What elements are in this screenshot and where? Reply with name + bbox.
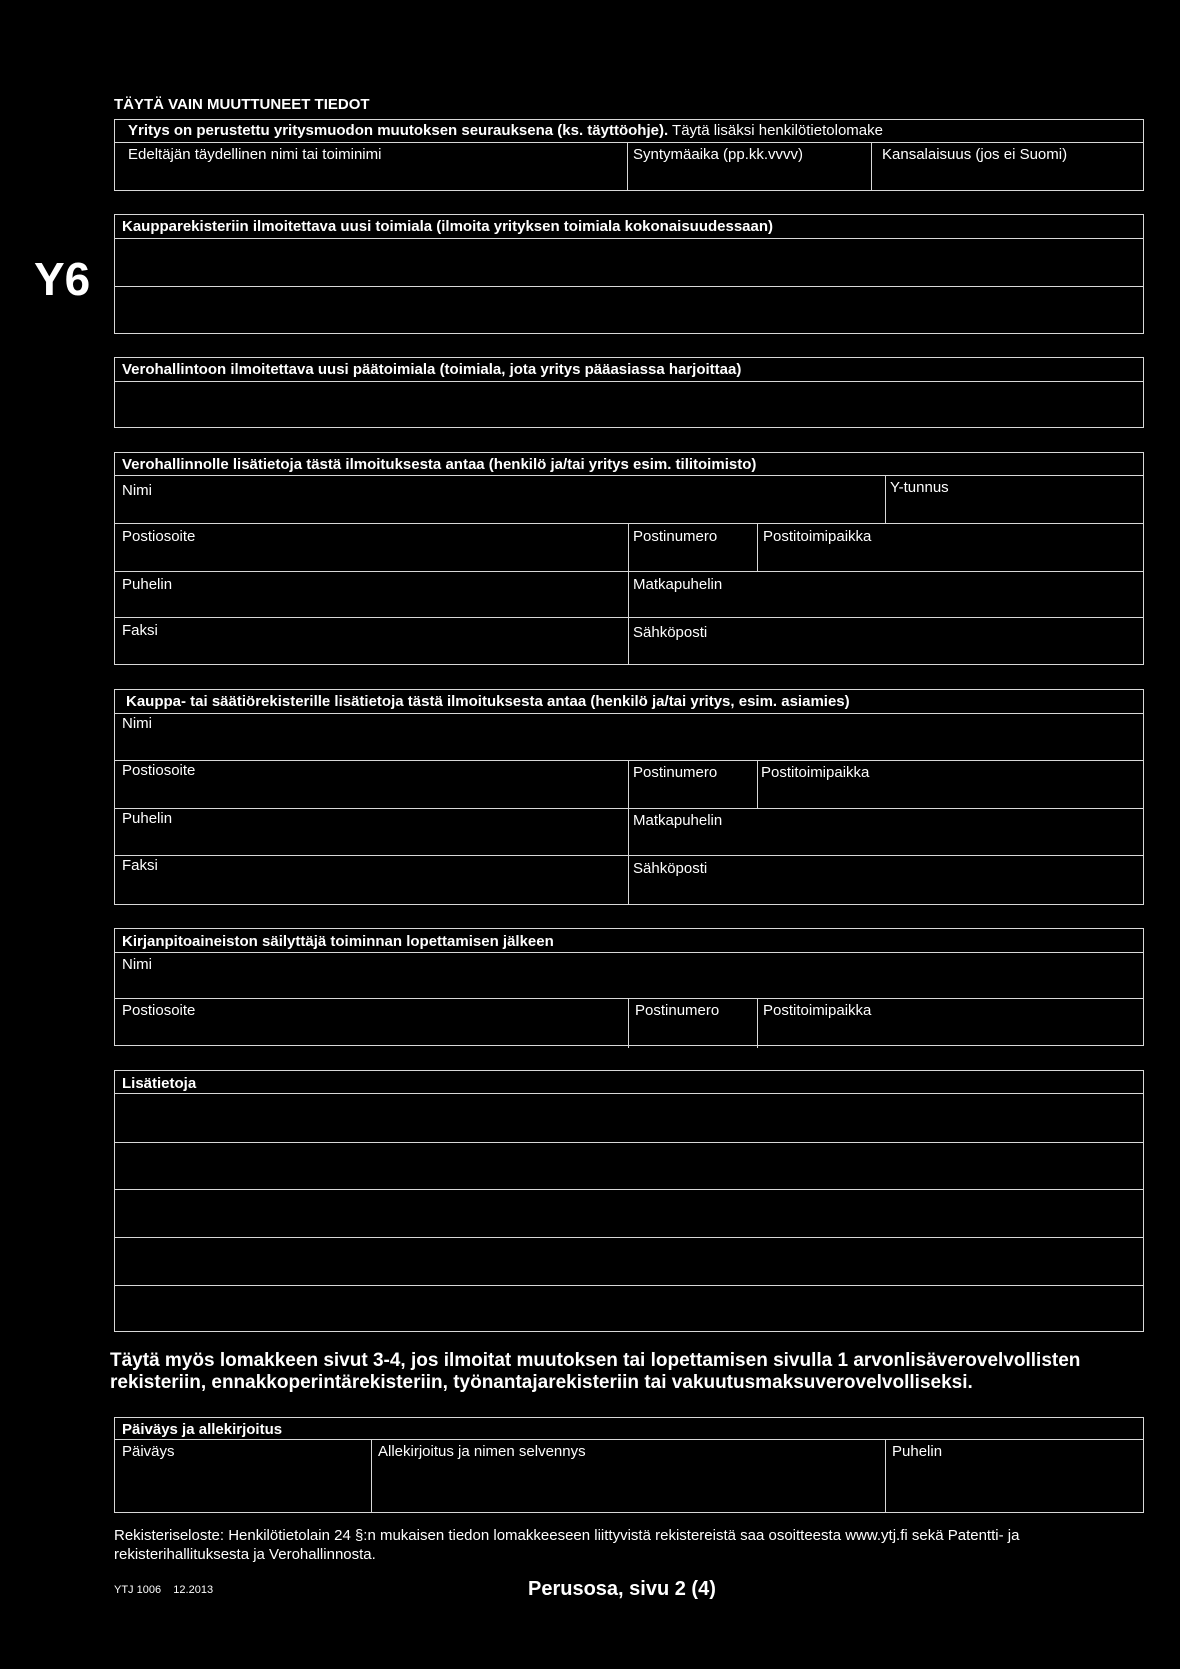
tax-contact-mobile-label: Matkapuhelin bbox=[633, 576, 723, 593]
tax-contact-business-id-field[interactable] bbox=[887, 477, 1142, 521]
tax-contact-title: Verohallinnolle lisätietoja tästä ilmoituksesta antaa (henkilö ja/tai yritys esim. tilitoimisto) bbox=[122, 456, 757, 473]
bookkeeping-postoffice-field[interactable] bbox=[759, 1000, 1142, 1044]
tax-contact-address-label: Postiosoite bbox=[122, 528, 196, 545]
tax-contact-email-field[interactable] bbox=[630, 619, 1142, 663]
signature-date-label: Päiväys bbox=[122, 1443, 175, 1460]
signature-title: Päiväys ja allekirjoitus bbox=[122, 1421, 283, 1438]
bookkeeping-postcode-field[interactable] bbox=[630, 1000, 755, 1044]
predecessor-name-field[interactable] bbox=[116, 163, 625, 189]
tax-contact-postoffice-label: Postitoimipaikka bbox=[763, 528, 872, 545]
tax-contact-postoffice-field[interactable] bbox=[759, 525, 1142, 569]
tax-contact-email-label: Sähköposti bbox=[633, 624, 708, 641]
tax-contact-address-field[interactable] bbox=[116, 525, 626, 569]
register-contact-name-field[interactable] bbox=[116, 715, 1142, 758]
register-contact-fax-label: Faksi bbox=[122, 857, 158, 874]
signature-name-label: Allekirjoitus ja nimen selvennys bbox=[378, 1443, 586, 1460]
tax-main-industry-field[interactable] bbox=[116, 383, 1142, 426]
register-contact-title: Kauppa- tai säätiörekisterille lisätietoja tästä ilmoituksesta antaa (henkilö ja/tai yritys, esim. asiamies) bbox=[126, 693, 850, 710]
page-label: Perusosa, sivu 2 (4) bbox=[528, 1578, 716, 1600]
trade-register-industry-title: Kaupparekisteriin ilmoitettava uusi toimiala (ilmoita yrityksen toimiala kokonaisuudessaan) bbox=[122, 218, 774, 235]
tax-contact-phone-label: Puhelin bbox=[122, 576, 173, 593]
register-contact-email-label: Sähköposti bbox=[633, 860, 708, 877]
tax-contact-postcode-label: Postinumero bbox=[633, 528, 718, 545]
predecessor-name-label: Edeltäjän täydellinen nimi tai toiminimi bbox=[128, 146, 382, 163]
citizenship-label: Kansalaisuus (jos ei Suomi) bbox=[882, 146, 1068, 163]
additional-info-title: Lisätietoja bbox=[122, 1075, 197, 1092]
register-contact-mobile-label: Matkapuhelin bbox=[633, 812, 723, 829]
page-heading: TÄYTÄ VAIN MUUTTUNEET TIEDOT bbox=[114, 96, 370, 113]
tax-contact-postcode-field[interactable] bbox=[630, 525, 755, 569]
bookkeeping-name-label: Nimi bbox=[122, 956, 152, 973]
additional-info-field-3[interactable] bbox=[116, 1191, 1142, 1235]
birthdate-field[interactable] bbox=[629, 163, 869, 189]
register-contact-postoffice-field[interactable] bbox=[759, 762, 1142, 806]
tax-contact-fax-field[interactable] bbox=[116, 619, 626, 663]
register-contact-address-label: Postiosoite bbox=[122, 762, 196, 779]
bookkeeping-name-field[interactable] bbox=[116, 954, 1142, 996]
trade-register-industry-field-1[interactable] bbox=[116, 240, 1142, 284]
citizenship-field[interactable] bbox=[873, 163, 1142, 189]
bookkeeping-address-label: Postiosoite bbox=[122, 1002, 196, 1019]
register-notice: Rekisteriseloste: Henkilötietolain 24 §:n mukaisen tiedon lomakkeeseen liittyvistä rekistereistä saa osoitteesta www.ytj.fi sekä Patentti- ja rekisterihallituksesta ja Verohallinnosta. bbox=[114, 1527, 1020, 1563]
register-contact-phone-label: Puhelin bbox=[122, 810, 173, 827]
tax-contact-fax-label: Faksi bbox=[122, 622, 158, 639]
register-contact-phone-field[interactable] bbox=[116, 810, 626, 853]
register-contact-postoffice-label: Postitoimipaikka bbox=[761, 764, 870, 781]
vat-register-notice: Täytä myös lomakkeen sivut 3-4, jos ilmoitat muutoksen tai lopettamisen sivulla 1 arvonlisäverovelvollisten rekisteriin, ennakkoperintärekisteriin, työnantajarekisteriin tai vakuutusmaksuverovelvolliseksi. bbox=[110, 1350, 1081, 1393]
trade-register-industry-field-2[interactable] bbox=[116, 288, 1142, 332]
register-contact-postcode-label: Postinumero bbox=[633, 764, 718, 781]
tax-contact-name-label: Nimi bbox=[122, 482, 152, 499]
bookkeeping-postoffice-label: Postitoimipaikka bbox=[763, 1002, 872, 1019]
register-contact-address-field[interactable] bbox=[116, 762, 626, 806]
register-contact-mobile-field[interactable] bbox=[630, 810, 1142, 853]
tax-contact-phone-field[interactable] bbox=[116, 573, 626, 615]
register-contact-postcode-field[interactable] bbox=[630, 762, 755, 806]
additional-info-field-1[interactable] bbox=[116, 1095, 1142, 1140]
bookkeeping-address-field[interactable] bbox=[116, 1000, 626, 1044]
register-contact-email-field[interactable] bbox=[630, 857, 1142, 903]
register-contact-fax-field[interactable] bbox=[116, 857, 626, 903]
section-code-label: Y6 bbox=[34, 253, 91, 305]
tax-main-industry-title: Verohallintoon ilmoitettava uusi päätoimiala (toimiala, jota yritys pääasiassa harjoittaa) bbox=[122, 361, 742, 378]
predecessor-title: Yritys on perustettu yritysmuodon muutoksen seurauksena (ks. täyttöohje). Täytä lisäksi henkilötietolomake bbox=[128, 122, 883, 139]
birthdate-label: Syntymäaika (pp.kk.vvvv) bbox=[633, 146, 804, 163]
additional-info-field-4[interactable] bbox=[116, 1239, 1142, 1283]
additional-info-field-5[interactable] bbox=[116, 1287, 1142, 1330]
signature-field[interactable] bbox=[373, 1441, 883, 1511]
bookkeeping-postcode-label: Postinumero bbox=[635, 1002, 720, 1019]
tax-contact-name-field[interactable] bbox=[116, 477, 883, 521]
additional-info-field-2[interactable] bbox=[116, 1144, 1142, 1187]
signature-phone-label: Puhelin bbox=[892, 1443, 943, 1460]
form-code: YTJ 1006 12.2013 bbox=[114, 1584, 214, 1596]
bookkeeping-title: Kirjanpitoaineiston säilyttäjä toiminnan lopettamisen jälkeen bbox=[122, 933, 554, 950]
signature-date-field[interactable] bbox=[116, 1441, 369, 1511]
tax-contact-mobile-field[interactable] bbox=[630, 573, 1142, 615]
register-contact-name-label: Nimi bbox=[122, 715, 152, 732]
tax-contact-business-id-label: Y-tunnus bbox=[890, 479, 949, 496]
signature-phone-field[interactable] bbox=[887, 1441, 1142, 1511]
